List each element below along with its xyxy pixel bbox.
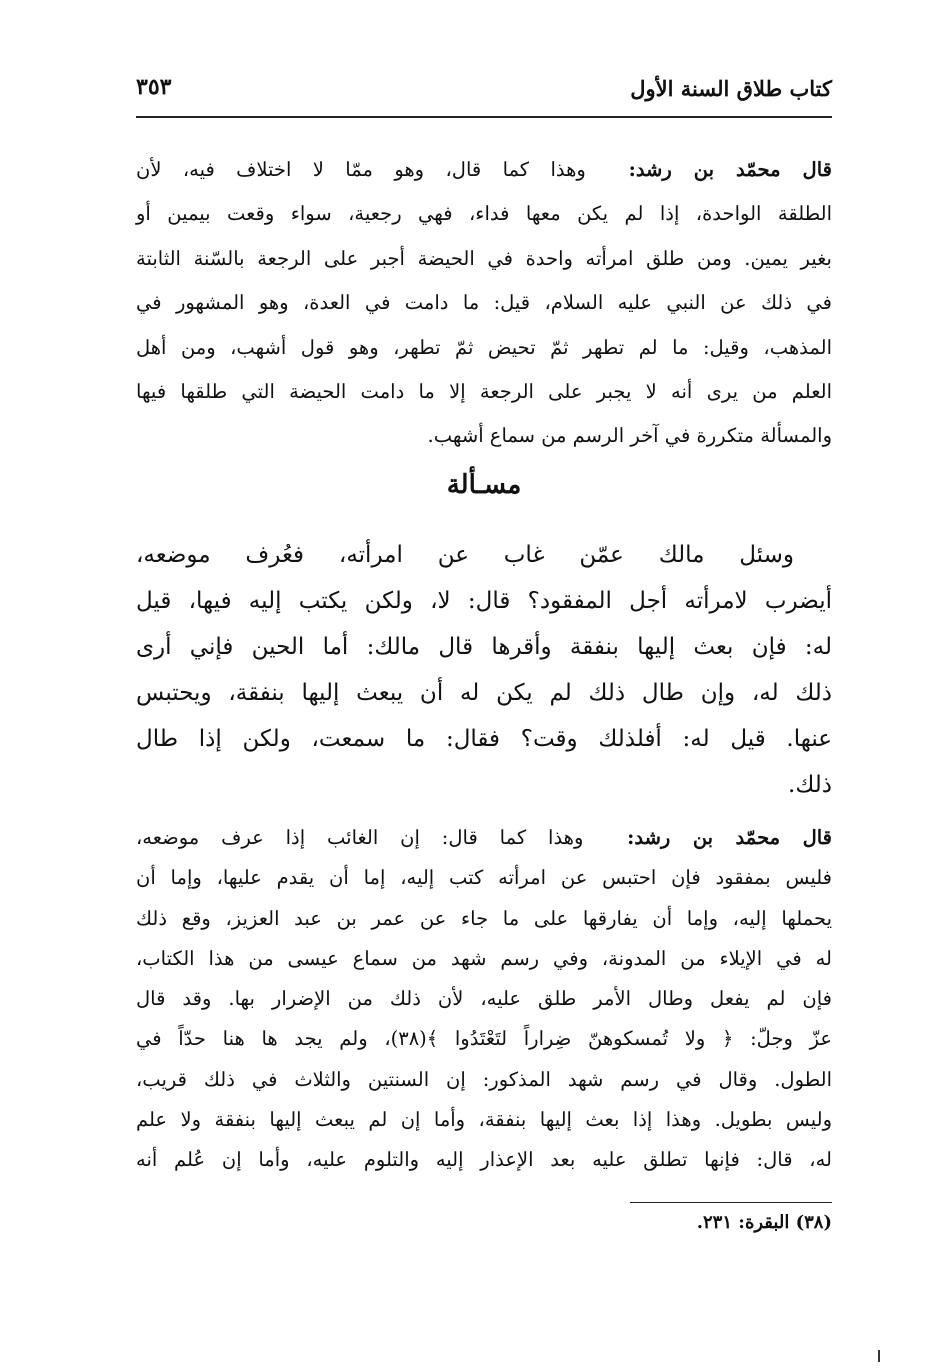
text-line: عنها. قيل له: أفلذلك وقت؟ فقال: ما سمعت، ولكن إذا طال [136, 726, 832, 752]
text-line: أيضرب لامرأته أجل المفقود؟ قال: لا، ولكن يكتب إليه فيها، قيل [136, 588, 832, 614]
text-line: ذلك. [788, 772, 832, 798]
paragraph-commentary-2 [136, 818, 832, 1181]
footnote: (٣٨) البقرة: ٢٣١. [696, 1212, 832, 1233]
text-line: الطلقة الواحدة، إذا لم يكن معها فداء، فهي رجعية، سواء وقعت بيمين أو [136, 202, 832, 226]
running-title: كتاب طلاق السنة الأول [630, 76, 832, 101]
text-line: في ذلك عن النبي عليه السلام، قيل: ما دامت في العدة، وهو المشهور في [136, 291, 832, 315]
text-line: وسئل مالك عمّن غاب عن امرأته، فعُرف موضعه، [136, 542, 794, 568]
section-heading: مسـألة [446, 470, 522, 500]
text-line: له، قال: فإنها تطلق عليه بعد الإعذار إليه والتلوم عليه، وأما إن عُلم أنه [136, 1148, 832, 1172]
text-line: يحملها إليه، وإما أن يفارقها على ما جاء عن عمر بن عبد العزيز، وقع ذلك [136, 906, 832, 930]
page-header [136, 72, 832, 112]
text-line: له: فإن بعث إليها بنفقة وأقرها قال مالك: أما الحين فإني أرى [136, 634, 832, 660]
text-line: له في الإيلاء من المدونة، وفي رسم شهد من سماع عيسى من هذا الكتاب، [136, 946, 832, 970]
text-line: فإن لم يفعل وطال الأمر طلق عليه، لأن ذلك من الإضرار بها. وقد قال [136, 987, 832, 1011]
print-speck [878, 1350, 880, 1362]
paragraph-question [136, 532, 832, 808]
footnote-rule [630, 1202, 832, 1203]
paragraph-commentary-1 [136, 148, 832, 459]
text-line: الطول. وقال في رسم شهد المذكور: إن السنتين والثلاث في ذلك قريب، [136, 1067, 832, 1091]
speaker-label: قال محمّد بن رشد: [627, 826, 832, 849]
text-line: فليس بمفقود فإن احتبس عن امرأته كتب إليه، إما أن يقدم عليها، وإما أن [136, 866, 832, 890]
text-line: العلم من يرى أنه لا يجبر على الرجعة إلا ما دامت الحيضة التي طلقها فيها [136, 380, 832, 404]
speaker-label: قال محمّد بن رشد: [628, 158, 832, 181]
text-line: وليس بطويل. وهذا إذا بعث إليها بنفقة، وأما إن لم يبعث إليها بنفقة ولا علم [136, 1108, 832, 1132]
text-line: المذهب، وقيل: ما لم تطهر ثمّ تحيض ثمّ تطهر، وهو قول أشهب، ومن أهل [136, 335, 832, 359]
text-line: والمسألة متكررة في آخر الرسم من سماع أشهب. [427, 424, 832, 448]
header-rule [136, 116, 832, 118]
text-line: ذلك له، وإن طال ذلك لم يكن له أن يبعث إليها بنفقة، ويحتبس [136, 680, 832, 706]
text-line: عزّ وجلّ: ﴿ ولا تُمسكوهنّ ضِراراً لتَعْتَدُوا ﴾(٣٨)، ولم يجد ها هنا حدّاً في [136, 1027, 832, 1051]
text-line: بغير يمين. ومن طلق امرأته واحدة في الحيضة أجبر على الرجعة بالسّنة الثابتة [136, 246, 832, 270]
text-line: قال محمّد بن رشد: وهذا كما قال، وهو ممّا لا اختلاف فيه، لأن [136, 158, 832, 181]
page-number: ٣٥٣ [136, 74, 172, 100]
text-line: قال محمّد بن رشد: وهذا كما قال: إن الغائب إذا عرف موضعه، [136, 826, 832, 849]
